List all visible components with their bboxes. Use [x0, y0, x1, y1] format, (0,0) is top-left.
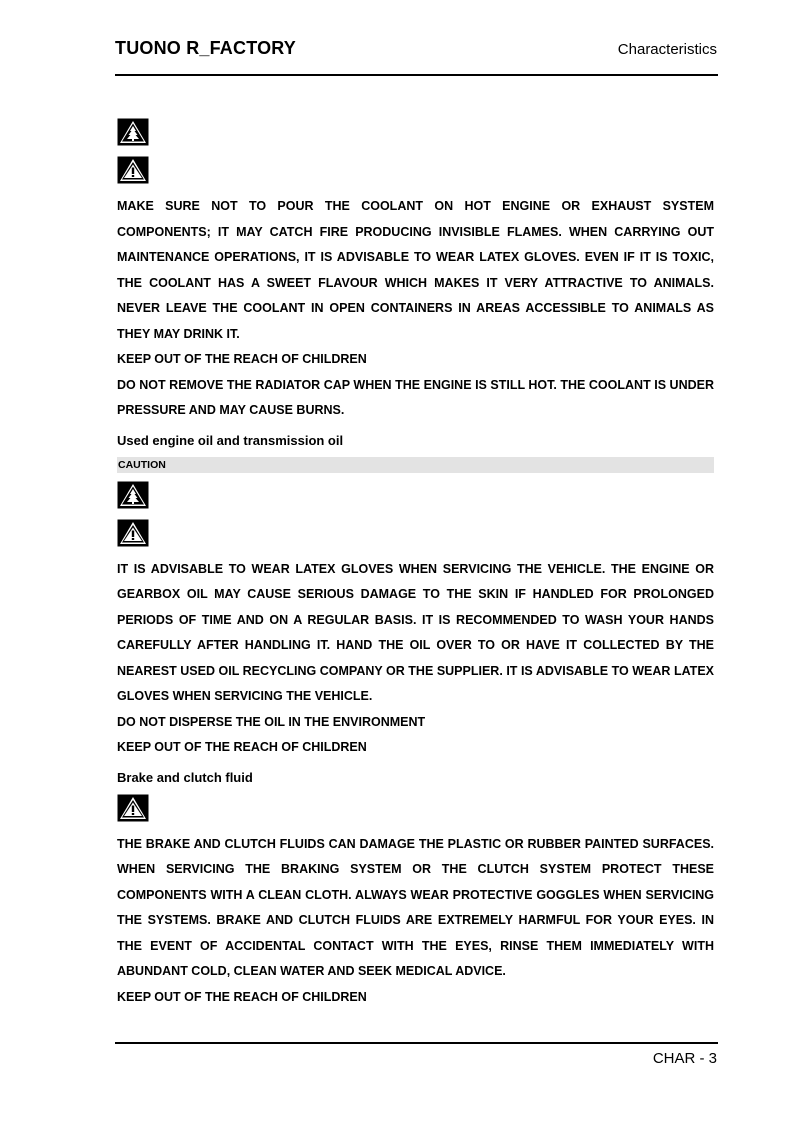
brake-section-heading: Brake and clutch fluid — [117, 769, 253, 785]
brake-keep-out-text: KEEP OUT OF THE REACH OF CHILDREN — [117, 989, 367, 1004]
caution-label: CAUTION — [117, 457, 714, 473]
footer-divider — [115, 1042, 718, 1044]
page-number: CHAR - 3 — [652, 1050, 717, 1067]
coolant-keep-out-text: KEEP OUT OF THE REACH OF CHILDREN — [117, 352, 367, 366]
page-content — [117, 118, 714, 1010]
oil-section-heading: Used engine oil and transmission oil — [117, 432, 344, 448]
oil-no-disperse-text: DO NOT DISPERSE THE OIL IN THE ENVIRONMENT — [117, 714, 426, 729]
oil-keep-out-text: KEEP OUT OF THE REACH OF CHILDREN — [117, 740, 367, 754]
section-name: Characteristics — [617, 41, 717, 58]
oil-warning-text: IT IS ADVISABLE TO WEAR LATEX GLOVES WHEN SERVICING THE VEHICLE. THE ENGINE OR GEARBOX OIL MAY CAUSE SERIOUS DAMAGE TO THE SKIN IF HANDLED FOR PROLONGED PERIODS OF TIME AND ON A REGULAR BASIS. IT IS RECOMMENDED TO WASH YOUR HANDS CAREFULLY AFTER HANDLING IT. HAND THE OIL OVER TO OR HAVE IT COLLECTED BY THE NEAREST USED OIL RECYCLING COMPANY OR THE SUPPLIER. IT IS ADVISABLE TO WEAR LATEX GLOVES WHEN SERVICING THE VEHICLE. — [117, 561, 714, 703]
brake-warning-text: THE BRAKE AND CLUTCH FLUIDS CAN DAMAGE THE PLASTIC OR RUBBER PAINTED SURFACES. WHEN SERVICING THE BRAKING SYSTEM OR THE CLUTCH SYSTEM PROTECT THESE COMPONENTS WITH A CLEAN CLOTH. ALWAYS WEAR PROTECTIVE GOGGLES WHEN SERVICING THE SYSTEMS. BRAKE AND CLUTCH FLUIDS ARE EXTREMELY HARMFUL FOR YOUR EYES. IN THE EVENT OF ACCIDENTAL CONTACT WITH THE EYES, RINSE THEM IMMEDIATELY WITH ABUNDANT COLD, CLEAN WATER AND SEEK MEDICAL ADVICE. — [117, 836, 714, 978]
warning-triangle-icon — [117, 794, 149, 822]
warning-triangle-icon — [117, 519, 149, 547]
header-divider — [115, 74, 718, 76]
environment-hazard-icon — [117, 481, 149, 509]
environment-hazard-icon — [117, 118, 149, 146]
radiator-warning-text: DO NOT REMOVE THE RADIATOR CAP WHEN THE ENGINE IS STILL HOT. THE COOLANT IS UNDER PRESSURE AND MAY CAUSE BURNS. — [117, 377, 714, 417]
page-title: TUONO R_FACTORY — [115, 38, 297, 58]
warning-triangle-icon — [117, 156, 149, 184]
coolant-warning-text: MAKE SURE NOT TO POUR THE COOLANT ON HOT ENGINE OR EXHAUST SYSTEM COMPONENTS; IT MAY CATCH FIRE PRODUCING INVISIBLE FLAMES. WHEN CARRYING OUT MAINTENANCE OPERATIONS, IT IS ADVISABLE TO WEAR LATEX GLOVES. EVEN IF IT IS TOXIC, THE COOLANT HAS A SWEET FLAVOUR WHICH MAKES IT VERY ATTRACTIVE TO ANIMALS. NEVER LEAVE THE COOLANT IN OPEN CONTAINERS IN AREAS ACCESSIBLE TO ANIMALS AS THEY MAY DRINK IT. — [117, 199, 714, 341]
